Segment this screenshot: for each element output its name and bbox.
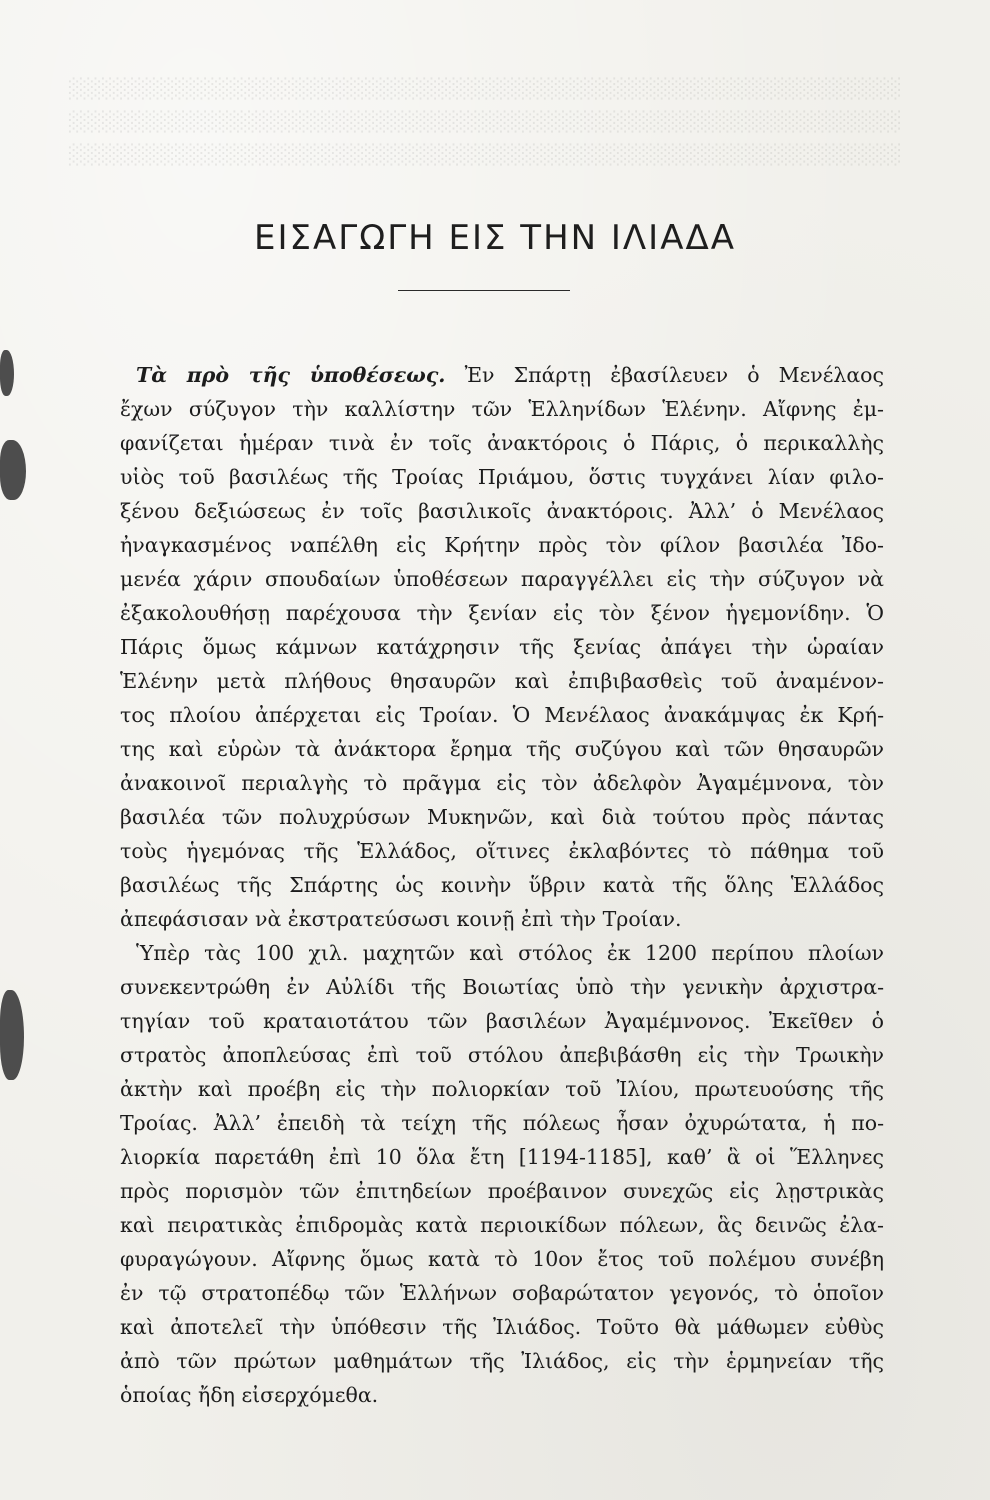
text-line: καὶ πειρατικὰς ἐπιδρομὰς κατὰ περιοικίδων πόλεων, ἃς δεινῶς ἐλα- bbox=[120, 1213, 884, 1237]
body-text bbox=[120, 358, 884, 1412]
text-line: φυραγώγουν. Αἴφνης ὅμως κατὰ τὸ 10ον ἔτος τοῦ πολέμου συνέβη bbox=[120, 1247, 884, 1271]
text-line: ἔχων σύζυγον τὴν καλλίστην τῶν Ἑλληνίδων Ἑλένην. Αἴφνης ἐμ- bbox=[120, 397, 884, 421]
text-line: λιορκία παρετάθη ἐπὶ 10 ὅλα ἔτη [1194-1185], καθ’ ἃ οἱ Ἕλληνες bbox=[120, 1145, 884, 1169]
text-line: ἀκτὴν καὶ προέβη εἰς τὴν πολιορκίαν τοῦ Ἰλίου, πρωτευούσης τῆς bbox=[120, 1077, 884, 1101]
text-line: μενέα χάριν σπουδαίων ὑποθέσεων παραγγέλλει εἰς τὴν σύζυγον νὰ bbox=[120, 567, 884, 591]
edge-damage-mark bbox=[0, 350, 14, 396]
page-title: ΕΙΣΑΓΩΓΗ ΕΙΣ ΤΗΝ ΙΛΙΑΔΑ bbox=[254, 218, 736, 258]
text-line: Πάρις ὅμως κάμνων κατάχρησιν τῆς ξενίας ἀπάγει τὴν ὡραίαν bbox=[120, 635, 884, 659]
text-line: ἀπὸ τῶν πρώτων μαθημάτων τῆς Ἰλιάδος, εἰς τὴν ἑρμηνείαν τῆς bbox=[120, 1349, 884, 1373]
text-line: πρὸς πορισμὸν τῶν ἐπιτηδείων προέβαινον συνεχῶς εἰς λῃστρικὰς bbox=[120, 1179, 884, 1203]
text-line: καὶ ἀποτελεῖ τὴν ὑπόθεσιν τῆς Ἰλιάδος. Τοῦτο θὰ μάθωμεν εὐθὺς bbox=[120, 1315, 884, 1339]
text-line: Τροίας. Ἀλλ’ ἐπειδὴ τὰ τείχη τῆς πόλεως ἦσαν ὀχυρώτατα, ἡ πο- bbox=[120, 1111, 884, 1135]
title-rule bbox=[398, 290, 570, 291]
text-line: υἱὸς τοῦ βασιλέως τῆς Τροίας Πριάμου, ὅστις τυγχάνει λίαν φιλο- bbox=[120, 465, 884, 489]
text-line: τος πλοίου ἀπέρχεται εἰς Τροίαν. Ὁ Μενέλαος ἀνακάμψας ἐκ Κρή- bbox=[120, 703, 884, 727]
text-line: ὁποίας ἤδη εἰσερχόμεθα. bbox=[120, 1383, 379, 1407]
edge-damage-mark bbox=[0, 440, 26, 500]
text-line: βασιλέα τῶν πολυχρύσων Μυκηνῶν, καὶ διὰ τούτου πρὸς πάντας bbox=[120, 805, 884, 829]
text-line: Ἑλένην μετὰ πλήθους θησαυρῶν καὶ ἐπιβιβασθεὶς τοῦ ἀναμένον- bbox=[120, 669, 884, 693]
text-line: συνεκεντρώθη ἐν Αὐλίδι τῆς Βοιωτίας ὑπὸ τὴν γενικὴν ἀρχιστρα- bbox=[120, 975, 884, 999]
text-line: ἀνακοινοῖ περιαλγὴς τὸ πρᾶγμα εἰς τὸν ἀδελφὸν Ἀγαμέμνονα, τὸν bbox=[120, 771, 884, 795]
text-line: ἠναγκασμένος ναπέλθη εἰς Κρήτην πρὸς τὸν φίλον βασιλέα Ἰδο- bbox=[120, 533, 884, 557]
text-line: ἀπεφάσισαν νὰ ἐκστρατεύσωσι κοινῇ ἐπὶ τὴν Τροίαν. bbox=[120, 907, 682, 931]
text-line: ἐξακολουθήσῃ παρέχουσα τὴν ξενίαν εἰς τὸν ξένον ἡγεμονίδην. Ὁ bbox=[120, 601, 884, 625]
text-line: ἐν τῷ στρατοπέδῳ τῶν Ἑλλήνων σοβαρώτατον γεγονός, τὸ ὁποῖον bbox=[120, 1281, 884, 1305]
text-line: τηγίαν τοῦ κραταιοτάτου τῶν βασιλέων Ἀγαμέμνονος. Ἐκεῖθεν ὁ bbox=[120, 1009, 884, 1033]
lead-phrase: Τὰ πρὸ τῆς ὑποθέσεως. bbox=[136, 363, 446, 387]
text-line: στρατὸς ἀποπλεύσας ἐπὶ τοῦ στόλου ἀπεβιβάσθη εἰς τὴν Τρωικὴν bbox=[120, 1043, 884, 1067]
text-line: βασιλέως τῆς Σπάρτης ὡς κοινὴν ὕβριν κατὰ τῆς ὅλης Ἑλλάδος bbox=[120, 873, 884, 897]
edge-damage-mark bbox=[0, 990, 24, 1080]
text-line: Ὑπὲρ τὰς 100 χιλ. μαχητῶν καὶ στόλος ἐκ 1200 περίπου πλοίων bbox=[136, 941, 884, 965]
bleed-through-texture: ░░░░░░░░░░░░░░░░░░░░░░░░░░░░░░░░░░░░░░░░░░░░░░░░░░░░░░░░░ ░░░░░░░░░░░░░░░░░░░░░░░░░░░░░░░░░░░░░░░░░░░░░░░░░░░░░░░░░ ░░░░░░░░░░░░░░░░░░░░░░░░░░░░░░░░░░░░░░░░░░░░░░░░░░░░░░░░░ bbox=[67, 78, 900, 166]
text-line: ξένου δεξιώσεως ἐν τοῖς βασιλικοῖς ἀνακτόροις. Ἀλλ’ ὁ Μενέλαος bbox=[120, 499, 884, 523]
text-line: τοὺς ἡγεμόνας τῆς Ἑλλάδος, οἵτινες ἐκλαβόντες τὸ πάθημα τοῦ bbox=[120, 839, 884, 863]
text-line: Τὰ πρὸ τῆς ὑποθέσεως. Ἐν Σπάρτῃ ἐβασίλευεν ὁ Μενέλαος bbox=[136, 363, 884, 387]
text-line: φανίζεται ἡμέραν τινὰ ἐν τοῖς ἀνακτόροις ὁ Πάρις, ὁ περικαλλὴς bbox=[120, 431, 884, 455]
text-line: της καὶ εὑρὼν τὰ ἀνάκτορα ἔρημα τῆς συζύγου καὶ τῶν θησαυρῶν bbox=[120, 737, 884, 761]
